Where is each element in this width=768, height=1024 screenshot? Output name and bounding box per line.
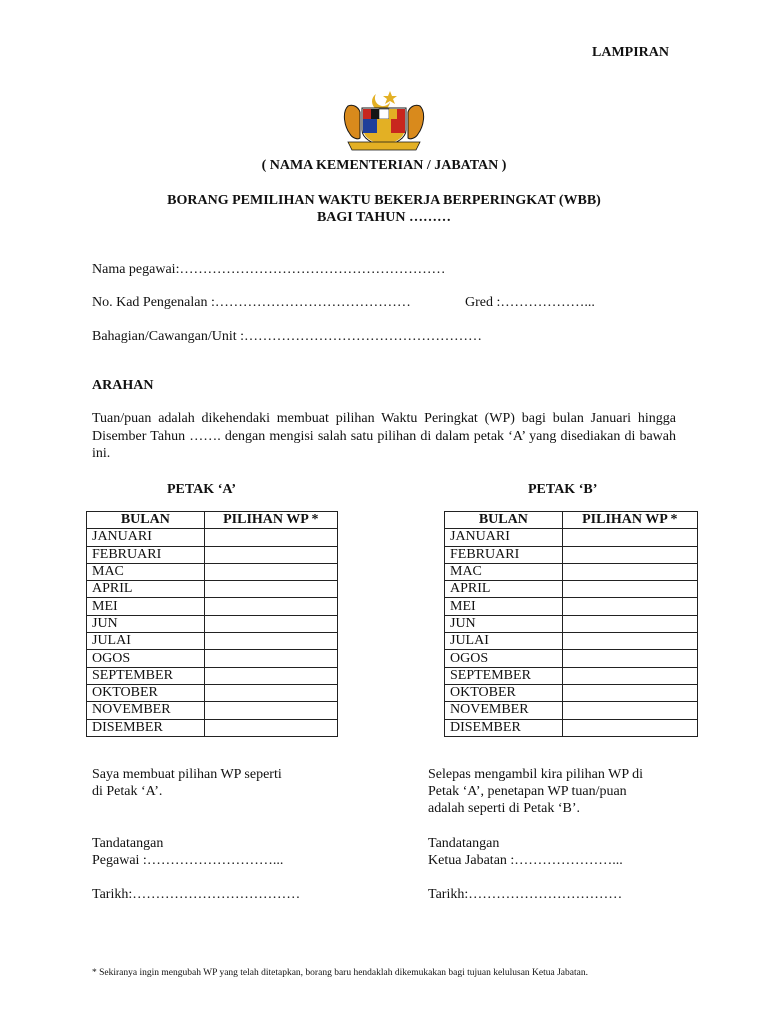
table-header-row (445, 512, 698, 529)
month-cell: SEPTEMBER (87, 667, 205, 684)
pilihan-wp-cell[interactable] (562, 529, 697, 546)
pilihan-wp-cell[interactable] (204, 650, 337, 667)
lampiran-label: LAMPIRAN (592, 45, 669, 60)
table-row (445, 546, 698, 563)
month-cell: APRIL (445, 581, 563, 598)
table-row (445, 719, 698, 736)
tiger-right-icon (408, 105, 424, 139)
nama-pegawai-field[interactable]: Nama pegawai:………………………………………………… (92, 262, 446, 277)
right-statement-line-1: Selepas mengambil kira pilihan WP di (428, 767, 644, 782)
coat-of-arms-emblem (338, 88, 430, 152)
pegawai-signature-field[interactable]: Pegawai :………………………... (92, 853, 284, 868)
petak-a-table (86, 511, 338, 737)
pilihan-wp-cell[interactable] (204, 684, 337, 701)
pilihan-wp-cell[interactable] (204, 702, 337, 719)
table-row (87, 719, 338, 736)
emblem-graphic (338, 88, 430, 152)
shield-black-panel (371, 109, 379, 119)
ketua-jabatan-signature-field[interactable]: Ketua Jabatan :…………………... (428, 853, 623, 868)
pilihan-wp-cell[interactable] (204, 633, 337, 650)
tiger-left-icon (344, 105, 360, 139)
shield-red-panel-3 (391, 119, 405, 133)
table-row (445, 529, 698, 546)
pilihan-wp-cell[interactable] (204, 581, 337, 598)
month-cell: MEI (445, 598, 563, 615)
month-cell: OGOS (445, 650, 563, 667)
table-row (445, 667, 698, 684)
month-cell: MAC (87, 563, 205, 580)
arahan-body: Tuan/puan adalah dikehendaki membuat pilihan Waktu Peringkat (WP) bagi bulan Januari hingga Disember Tahun ……. dengan mengisi salah satu pilihan di dalam petak ‘A’ yang disediakan di bawah ini. (92, 411, 676, 461)
pilihan-wp-cell[interactable] (204, 546, 337, 563)
kad-pengenalan-field[interactable]: No. Kad Pengenalan :…………………………………… (92, 295, 411, 310)
shield-red-panel-2 (397, 109, 405, 119)
pilihan-wp-cell[interactable] (562, 650, 697, 667)
table-row (87, 598, 338, 615)
pilihan-wp-cell[interactable] (562, 702, 697, 719)
month-cell: SEPTEMBER (445, 667, 563, 684)
table-row (445, 684, 698, 701)
month-cell: JULAI (87, 633, 205, 650)
month-cell: APRIL (87, 581, 205, 598)
month-cell: JULAI (445, 633, 563, 650)
table-row (445, 563, 698, 580)
shield-gold-panel (389, 109, 397, 119)
table-row (445, 598, 698, 615)
month-cell: DISEMBER (445, 719, 563, 736)
table-header-row (87, 512, 338, 529)
pilihan-wp-cell[interactable] (204, 598, 337, 615)
bahagian-field[interactable]: Bahagian/Cawangan/Unit :…………………………………………… (92, 329, 483, 344)
ministry-name: ( NAMA KEMENTERIAN / JABATAN ) (261, 158, 507, 173)
pilihan-wp-cell[interactable] (204, 615, 337, 632)
month-cell: FEBRUARI (445, 546, 563, 563)
right-date-field[interactable]: Tarikh:…………………………… (428, 887, 623, 902)
pilihan-wp-cell[interactable] (562, 563, 697, 580)
footnote: * Sekiranya ingin mengubah WP yang telah ditetapkan, borang baru hendaklah dikemukakan bagi tujuan kelulusan Ketua Jabatan. (92, 968, 588, 978)
table-row (87, 563, 338, 580)
table-row (445, 702, 698, 719)
table-row (87, 546, 338, 563)
table-row (445, 633, 698, 650)
pilihan-wp-cell[interactable] (562, 633, 697, 650)
shield-blue-panel (363, 119, 377, 133)
motto-scroll-icon (348, 142, 420, 150)
pilihan-wp-cell[interactable] (204, 563, 337, 580)
right-sign-label: Tandatangan (428, 836, 500, 851)
arahan-heading: ARAHAN (92, 378, 154, 393)
table-row (445, 615, 698, 632)
petak-a-title: PETAK ‘A’ (167, 482, 237, 497)
right-statement-line-2: Petak ‘A’, penetapan WP tuan/puan (428, 784, 627, 799)
table-row (87, 633, 338, 650)
pilihan-wp-cell[interactable] (562, 546, 697, 563)
month-cell: OKTOBER (87, 684, 205, 701)
gred-field[interactable]: Gred :………………... (465, 295, 595, 310)
table-row (445, 650, 698, 667)
pilihan-wp-cell[interactable] (562, 684, 697, 701)
left-statement-line-2: di Petak ‘A’. (92, 784, 163, 799)
pilihan-wp-cell[interactable] (204, 719, 337, 736)
month-cell: OKTOBER (445, 684, 563, 701)
shield-red-panel (363, 109, 371, 119)
month-cell: JANUARI (87, 529, 205, 546)
form-title: BORANG PEMILIHAN WAKTU BEKERJA BERPERINGKAT (WBB) (167, 193, 601, 208)
table-row (445, 581, 698, 598)
column-header-pilihan-wp: PILIHAN WP * (562, 512, 697, 529)
month-cell: JUN (87, 615, 205, 632)
table-row (87, 581, 338, 598)
table-row (87, 684, 338, 701)
month-cell: DISEMBER (87, 719, 205, 736)
shield-white-panel (379, 109, 389, 119)
month-cell: NOVEMBER (445, 702, 563, 719)
pilihan-wp-cell[interactable] (562, 615, 697, 632)
left-date-field[interactable]: Tarikh:……………………………… (92, 887, 301, 902)
column-header-bulan: BULAN (87, 512, 205, 529)
column-header-bulan: BULAN (445, 512, 563, 529)
petak-b-table (444, 511, 698, 737)
star-icon (383, 91, 397, 104)
pilihan-wp-cell[interactable] (562, 581, 697, 598)
table-row (87, 702, 338, 719)
month-cell: MAC (445, 563, 563, 580)
month-cell: FEBRUARI (87, 546, 205, 563)
pilihan-wp-cell[interactable] (204, 667, 337, 684)
form-year-line: BAGI TAHUN ……… (316, 210, 452, 225)
pilihan-wp-cell[interactable] (204, 529, 337, 546)
left-sign-label: Tandatangan (92, 836, 164, 851)
pilihan-wp-cell[interactable] (562, 719, 697, 736)
column-header-pilihan-wp: PILIHAN WP * (204, 512, 337, 529)
month-cell: MEI (87, 598, 205, 615)
table-row (87, 650, 338, 667)
pilihan-wp-cell[interactable] (562, 667, 697, 684)
table-row (87, 529, 338, 546)
table-row (87, 615, 338, 632)
pilihan-wp-cell[interactable] (562, 598, 697, 615)
right-statement-line-3: adalah seperti di Petak ‘B’. (428, 801, 581, 816)
petak-b-title: PETAK ‘B’ (528, 482, 598, 497)
month-cell: OGOS (87, 650, 205, 667)
month-cell: NOVEMBER (87, 702, 205, 719)
left-statement-line-1: Saya membuat pilihan WP seperti (92, 767, 282, 782)
month-cell: JANUARI (445, 529, 563, 546)
shield-center-panel (377, 119, 391, 133)
table-row (87, 667, 338, 684)
month-cell: JUN (445, 615, 563, 632)
